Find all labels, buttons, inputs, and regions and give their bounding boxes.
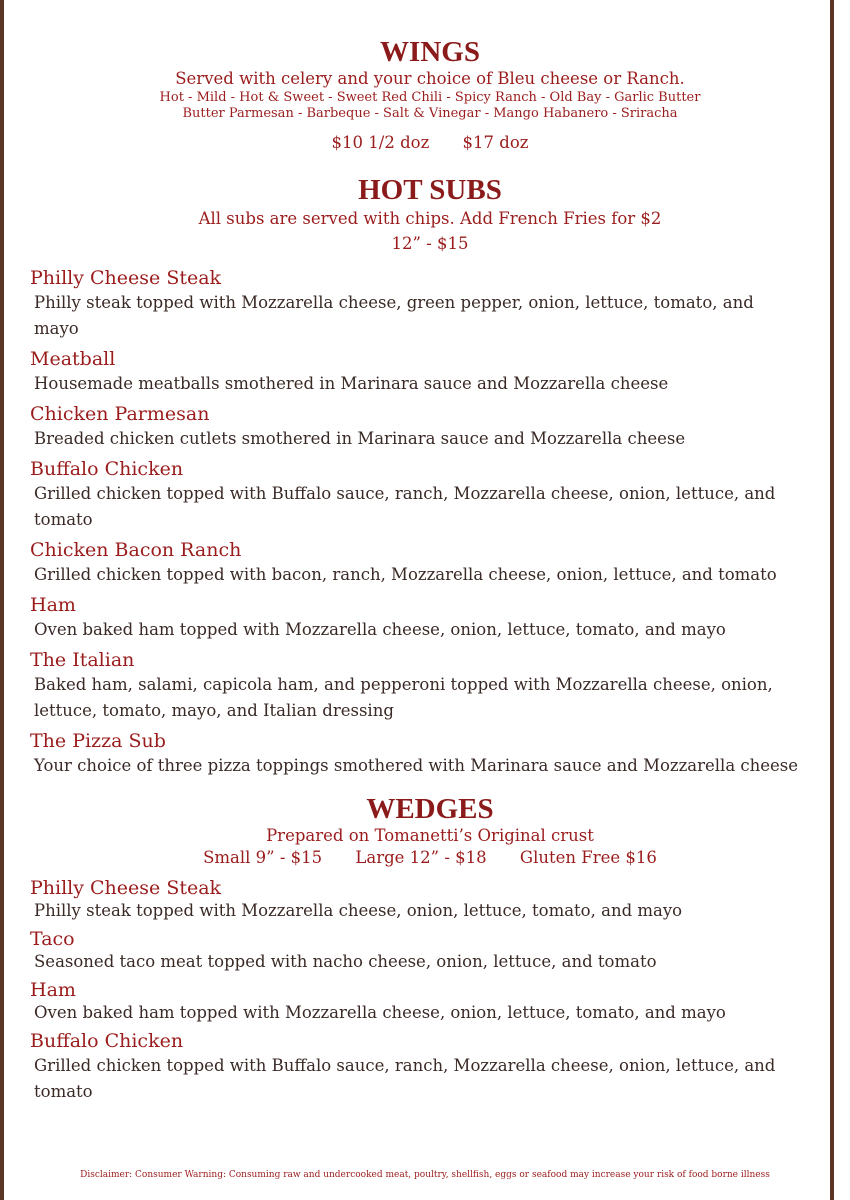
item-description: Philly steak topped with Mozzarella cheese, green pepper, onion, lettuce, tomato, and mayo bbox=[34, 293, 754, 338]
list-item bbox=[30, 267, 830, 342]
item-description: Housemade meatballs smothered in Marinara sauce and Mozzarella cheese bbox=[34, 374, 669, 393]
item-name: Buffalo Chicken bbox=[30, 1030, 184, 1052]
list-item bbox=[30, 979, 830, 1024]
wings-title: WINGS bbox=[380, 36, 480, 68]
page-border-left bbox=[0, 0, 4, 1200]
wings-price-dozen: $17 doz bbox=[462, 133, 529, 152]
item-name: Ham bbox=[30, 979, 76, 1001]
item-description: Your choice of three pizza toppings smothered with Marinara sauce and Mozzarella cheese bbox=[34, 756, 799, 775]
wedges-subtitle: Prepared on Tomanetti’s Original crust bbox=[266, 826, 594, 845]
wings-section bbox=[30, 36, 830, 154]
item-description: Oven baked ham topped with Mozzarella cheese, onion, lettuce, tomato, and mayo bbox=[34, 620, 726, 639]
list-item bbox=[30, 649, 830, 724]
hot-subs-size-price: 12” - $15 bbox=[391, 234, 469, 253]
list-item bbox=[30, 348, 830, 397]
hot-subs-subtitle: All subs are served with chips. Add French Fries for $2 bbox=[198, 209, 662, 228]
wedges-list bbox=[30, 877, 830, 1105]
item-description: Seasoned taco meat topped with nacho cheese, onion, lettuce, and tomato bbox=[34, 952, 657, 971]
hot-subs-section bbox=[30, 174, 830, 779]
wings-subtitle: Served with celery and your choice of Bleu cheese or Ranch. bbox=[175, 69, 685, 88]
item-name: Taco bbox=[30, 928, 75, 950]
disclaimer: Disclaimer: Consumer Warning: Consuming raw and undercooked meat, poultry, shellfish, eggs or seafood may increase your risk of food borne illness bbox=[80, 1170, 770, 1180]
item-description: Grilled chicken topped with Buffalo sauce, ranch, Mozzarella cheese, onion, lettuce, and tomato bbox=[34, 484, 776, 529]
menu-page bbox=[30, 36, 830, 1111]
list-item bbox=[30, 403, 830, 452]
wedges-title: WEDGES bbox=[366, 793, 494, 825]
wedges-price-large: Large 12” - $18 bbox=[355, 848, 487, 867]
item-name: The Pizza Sub bbox=[30, 730, 166, 752]
wedges-price-small: Small 9” - $15 bbox=[203, 848, 323, 867]
item-name: Chicken Parmesan bbox=[30, 403, 210, 425]
item-name: Chicken Bacon Ranch bbox=[30, 539, 242, 561]
list-item bbox=[30, 877, 830, 922]
item-description: Oven baked ham topped with Mozzarella cheese, onion, lettuce, tomato, and mayo bbox=[34, 1003, 726, 1022]
hot-subs-title: HOT SUBS bbox=[358, 174, 502, 206]
item-description: Grilled chicken topped with Buffalo sauce, ranch, Mozzarella cheese, onion, lettuce, and tomato bbox=[34, 1056, 776, 1101]
item-name: Meatball bbox=[30, 348, 116, 370]
item-name: Philly Cheese Steak bbox=[30, 267, 222, 289]
item-name: Ham bbox=[30, 594, 76, 616]
hot-subs-list bbox=[30, 267, 830, 779]
item-name: Buffalo Chicken bbox=[30, 458, 184, 480]
list-item bbox=[30, 1030, 830, 1105]
list-item bbox=[30, 594, 830, 643]
wings-flavors-line2: Butter Parmesan - Barbeque - Salt & Vinegar - Mango Habanero - Sriracha bbox=[182, 106, 678, 121]
wedges-price-gluten-free: Gluten Free $16 bbox=[519, 848, 657, 867]
list-item bbox=[30, 730, 830, 779]
list-item bbox=[30, 928, 830, 973]
item-description: Baked ham, salami, capicola ham, and pepperoni topped with Mozzarella cheese, onion, lettuce, tomato, mayo, and Italian dressing bbox=[34, 675, 773, 720]
item-description: Breaded chicken cutlets smothered in Marinara sauce and Mozzarella cheese bbox=[34, 429, 686, 448]
item-name: The Italian bbox=[30, 649, 135, 671]
list-item bbox=[30, 458, 830, 533]
wedges-section bbox=[30, 793, 830, 1105]
item-name: Philly Cheese Steak bbox=[30, 877, 222, 899]
item-description: Grilled chicken topped with bacon, ranch, Mozzarella cheese, onion, lettuce, and tomato bbox=[34, 565, 777, 584]
wedges-prices bbox=[30, 847, 830, 869]
wings-prices bbox=[30, 132, 830, 154]
item-description: Philly steak topped with Mozzarella cheese, onion, lettuce, tomato, and mayo bbox=[34, 901, 683, 920]
wings-flavors-line1: Hot - Mild - Hot & Sweet - Sweet Red Chili - Spicy Ranch - Old Bay - Garlic Butter bbox=[159, 90, 701, 105]
wings-price-half: $10 1/2 doz bbox=[331, 133, 430, 152]
list-item bbox=[30, 539, 830, 588]
